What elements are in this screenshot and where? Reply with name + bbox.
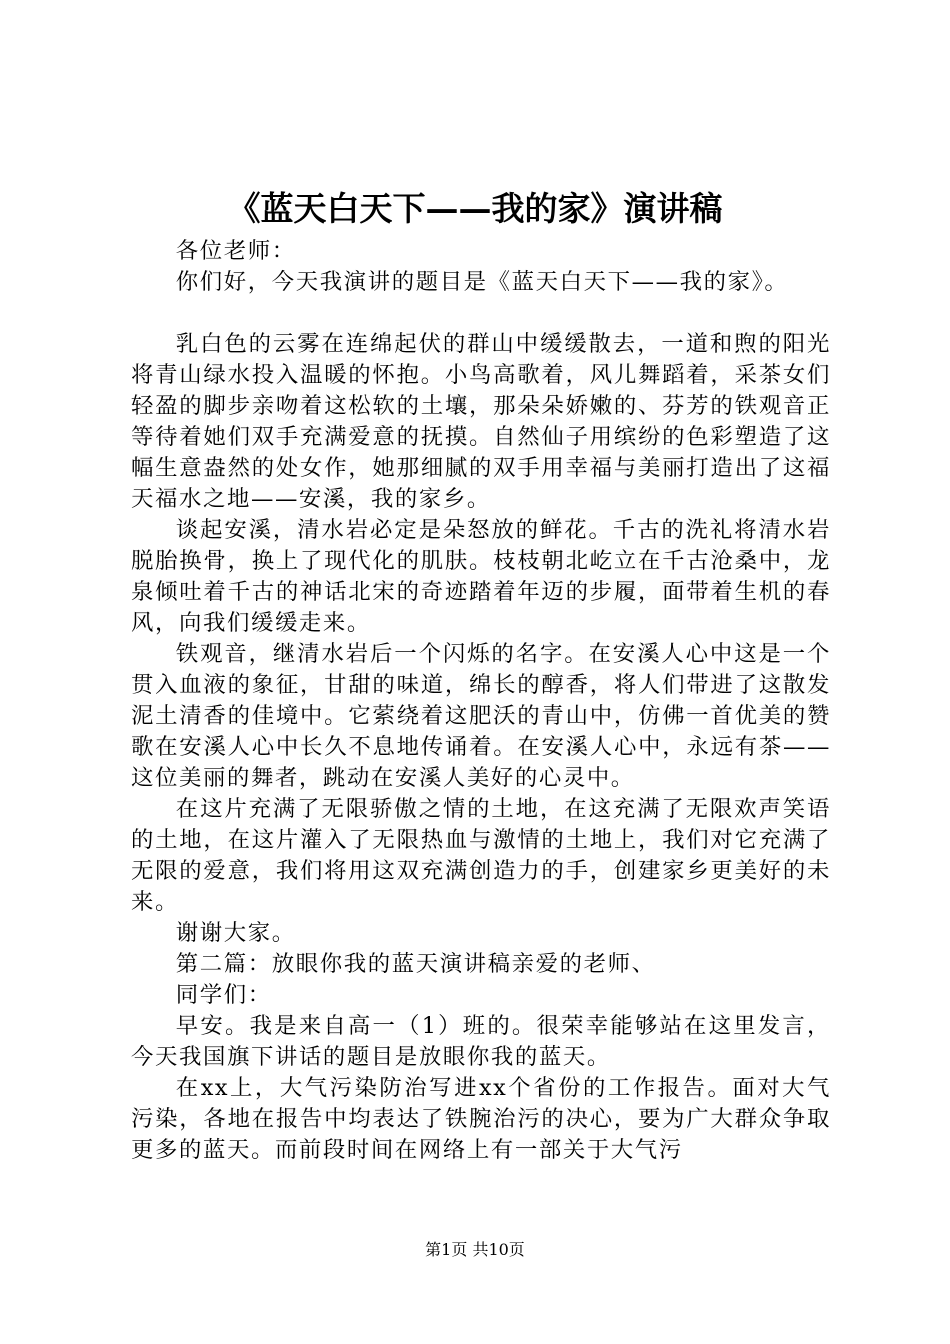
blank-line (131, 298, 831, 329)
paragraph-4: 在这片充满了无限骄傲之情的土地，在这充满了无限欢声笑语的土地，在这片灌入了无限热血与激情的土地上，我们对它充满了无限的爱意，我们将用这双充满创造力的手，创建家乡更美好的未来。 (131, 796, 831, 915)
paragraph-2: 谈起安溪，清水岩必定是朵怒放的鲜花。千古的洗礼将清水岩脱胎换骨，换上了现代化的肌肤。枝枝朝北屹立在千古沧桑中，龙泉倾吐着千古的神话北宋的奇迹踏着年迈的步履，面带着生机的春风，向我们缓缓走来。 (131, 517, 831, 636)
page-number: 第1页 共10页 (425, 1240, 525, 1259)
document-title: 《蓝天白天下——我的家》演讲稿 (227, 189, 723, 228)
second-speech-heading: 第二篇：放眼你我的蓝天演讲稿亲爱的老师、 (175, 951, 656, 977)
paragraph-3: 铁观音，继清水岩后一个闪烁的名字。在安溪人心中这是一个贯入血液的象征，甘甜的味道，绵长的醇香，将人们带进了这散发泥土清香的佳境中。它萦绕着这肥沃的青山中，仿佛一首优美的赞歌在安溪人心中长久不息地传诵着。在安溪人心中，永远有茶——这位美丽的舞者，跳动在安溪人美好的心灵中。 (131, 641, 831, 791)
second-speech-paragraph-1: 早安。我是来自高一（1）班的。很荣幸能够站在这里发言，今天我国旗下讲话的题目是放眼你我的蓝天。 (131, 1013, 831, 1070)
intro-paragraph: 你们好，今天我演讲的题目是《蓝天白天下——我的家》。 (175, 269, 789, 295)
closing-thanks: 谢谢大家。 (175, 920, 296, 946)
salutation: 各位老师： (175, 238, 296, 264)
second-speech-salutation: 同学们： (175, 982, 272, 1008)
paragraph-1: 乳白色的云雾在连绵起伏的群山中缓缓散去，一道和煦的阳光将青山绿水投入温暖的怀抱。小鸟高歌着，风儿舞蹈着，采茶女们轻盈的脚步亲吻着这松软的土壤，那朵朵娇嫩的、芬芳的铁观音正等待着她们双手充满爱意的抚摸。自然仙子用缤纷的色彩塑造了这幅生意盎然的处女作，她那细腻的双手用幸福与美丽打造出了这福天福水之地——安溪，我的家乡。 (131, 331, 831, 512)
second-speech-paragraph-2: 在xx上，大气污染防治写进xx个省份的工作报告。面对大气污染，各地在报告中均表达了铁腕治污的决心，要为广大群众争取更多的蓝天。而前段时间在网络上有一部关于大气污 (131, 1075, 831, 1163)
document-body (131, 236, 831, 1166)
